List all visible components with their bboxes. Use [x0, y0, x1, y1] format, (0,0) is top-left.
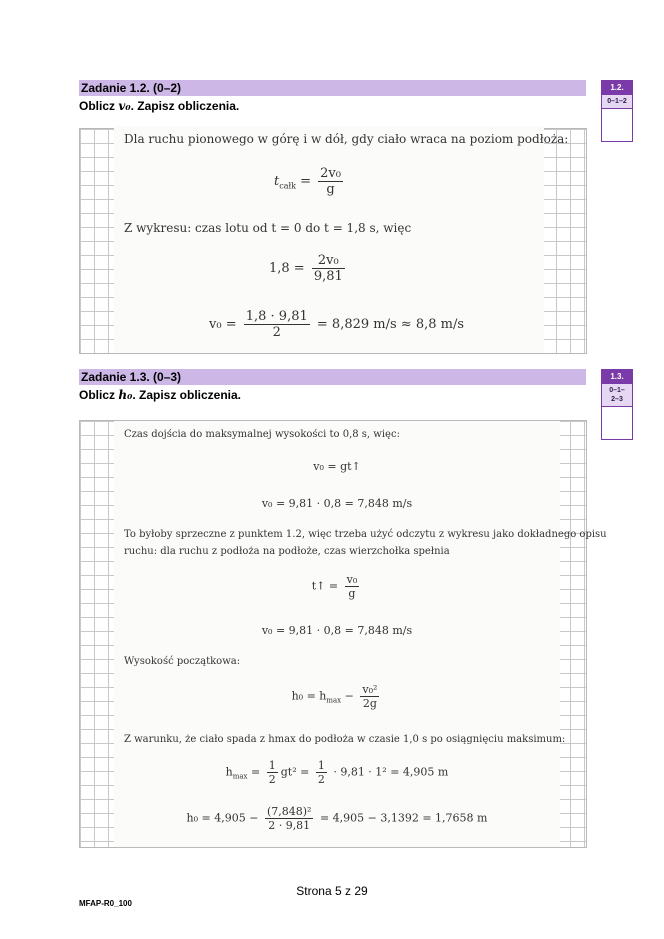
equation-v0-value: v₀ = 9,81 · 0,8 = 7,848 m/s	[261, 497, 413, 510]
document-code: MFAP-R0_100	[79, 899, 132, 908]
equation-hmax: $h_{max}$ = $\frac{1}{2}$ gt² = $\frac{1}{2}$ · 9,81 · 1² = 4,905 m	[225, 759, 449, 786]
text-line: Czas dojścia do maksymalnej wysokości to 0,8 s, więc:	[124, 429, 400, 440]
text-line: Wysokość początkowa:	[124, 656, 241, 667]
text-line: ruchu: dla ruchu z podłoża na podłoże, czas wierzchołka spełnia	[124, 546, 450, 557]
score-label: 1.2.	[602, 81, 632, 95]
equation-1-8: 1,8 = $\frac{\text{2v₀}}{9,81}$	[269, 253, 343, 284]
page-number: Strona 5 z 29	[296, 884, 368, 898]
equation-v0-value-repeat: v₀ = 9,81 · 0,8 = 7,848 m/s	[261, 624, 413, 637]
text-line: Dla ruchu pionowego w górę i w dół, gdy ciało wraca na poziom podłoża:	[124, 132, 569, 146]
equation-h0: $h_0 = h_{max}$ − $\frac{\text{v₀²}}{2g}$	[291, 683, 378, 710]
score-range: 0–1–2	[602, 95, 632, 109]
equation-t-up: t↑ = $\frac{\text{v₀}}{g}$	[311, 573, 358, 600]
task-1-3-title: Zadanie 1.3. (0–3)	[81, 370, 182, 384]
score-label: 1.3.	[602, 370, 632, 384]
task-1-3-command: Oblicz h₀. Zapisz obliczenia.	[79, 388, 242, 402]
equation-v0-result: v₀ = $\frac{1,8 \cdot 9,81}{2}$ = 8,829 m/s ≈ 8,8 m/s	[209, 309, 465, 340]
h0-symbol: h₀	[118, 388, 133, 402]
task-1-2-command: Oblicz v₀. Zapisz obliczenia.	[79, 99, 240, 113]
answer-area-1-3	[114, 421, 607, 847]
v0-symbol: v₀	[118, 99, 131, 113]
text-line: Z warunku, że ciało spada z hmax do podłoża w czasie 1,0 s po osiągnięciu maksimum:	[124, 734, 566, 745]
score-box-1-2	[601, 80, 633, 142]
task-1-3-header	[79, 369, 586, 385]
score-cell	[602, 109, 632, 141]
equation-h0-final: h₀ = 4,905 − $\frac{\text{(7,848)²}}{2 \cdot 9,81}$ = 4,905 − 3,1392 = 1,7658 m	[186, 805, 488, 832]
equation-t-total: $t_{całk}$ = $\frac{\text{2v₀}}{g}$	[274, 166, 341, 197]
answer-area-1-2	[114, 126, 569, 353]
text-line: Z wykresu: czas lotu od t = 0 do t = 1,8 s, więc	[124, 221, 412, 235]
task-1-2-title: Zadanie 1.2. (0–2)	[81, 81, 182, 95]
score-box-1-3	[601, 369, 633, 440]
score-cell	[602, 407, 632, 439]
equation-v0-gt: v₀ = gt↑	[313, 460, 361, 473]
score-range: 0–1– 2–3	[602, 384, 632, 407]
task-1-2-header	[79, 80, 586, 96]
text-line: To byłoby sprzeczne z punktem 1.2, więc trzeba użyć odczytu z wykresu jako dokładnego opisu	[124, 529, 607, 540]
